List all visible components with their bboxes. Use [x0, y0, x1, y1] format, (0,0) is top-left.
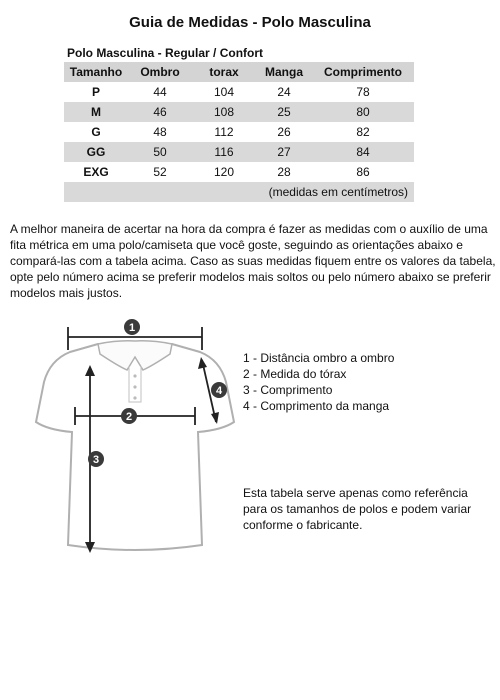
size-table	[64, 62, 414, 202]
comprimento-cell: 86	[356, 165, 370, 179]
footnote-row	[64, 182, 414, 202]
table-header-row	[64, 62, 414, 82]
comprimento-cell: 84	[312, 142, 414, 162]
marker-3	[88, 451, 104, 467]
marker-3-label: 3	[92, 454, 100, 466]
size-table-section	[64, 44, 414, 202]
manga-cell: 26	[277, 125, 291, 139]
manga-cell: 27	[256, 142, 312, 162]
marker-2	[121, 408, 137, 424]
size-cell: P	[91, 85, 100, 99]
ombro-cell: 48	[153, 125, 167, 139]
torax-cell: 104	[213, 85, 235, 99]
measurement-legend	[243, 350, 394, 414]
table-row	[64, 102, 414, 122]
torax-cell: 112	[214, 125, 234, 139]
header-ombro: Ombro	[128, 62, 192, 82]
comprimento-cell: 82	[356, 125, 370, 139]
manga-cell: 24	[277, 85, 291, 99]
comprimento-cell: 80	[312, 102, 414, 122]
header-comprimento: Comprimento	[312, 62, 414, 82]
measuring-instructions: A melhor maneira de acertar na hora da compra é fazer as medidas com o auxílio de uma fita métrica em uma polo/camiseta que você goste, seguindo as orientações abaixo e compará-las com a tabela acima. Caso as suas medidas fiquem entre os valores da tabela, opte pelo número acima se preferir modelos mais soltos ou pelo número abaixo se preferir modelos mais justos.	[10, 222, 496, 300]
header-manga: Manga	[256, 62, 312, 82]
page-title: Guia de Medidas - Polo Masculina	[129, 14, 371, 31]
legend-item: 4 - Comprimento da manga	[243, 399, 390, 413]
reference-note: Esta tabela serve apenas como referência para os tamanhos de polos e podem variar conforme o fabricante.	[243, 486, 472, 532]
legend-item: 1 - Distância ombro a ombro	[243, 351, 395, 365]
table-row	[64, 82, 414, 102]
torax-cell: 116	[192, 142, 256, 162]
marker-4-label: 4	[215, 385, 223, 397]
marker-1	[124, 319, 140, 335]
marker-4	[211, 382, 227, 398]
ombro-cell: 52	[153, 165, 167, 179]
table-row	[64, 122, 414, 142]
size-cell: GG	[64, 142, 128, 162]
button-dot	[133, 385, 136, 388]
manga-cell: 25	[256, 102, 312, 122]
ombro-cell: 44	[153, 85, 167, 99]
table-caption: Polo Masculina - Regular / Confort	[67, 46, 264, 60]
size-cell: G	[91, 125, 101, 139]
header-torax: torax	[192, 62, 256, 82]
button-dot	[133, 374, 136, 377]
ombro-cell: 46	[128, 102, 192, 122]
size-cell: M	[64, 102, 128, 122]
button-dot	[133, 396, 136, 399]
marker-2-label: 2	[125, 411, 133, 423]
units-footnote: (medidas em centímetros)	[64, 182, 414, 202]
legend-item: 3 - Comprimento	[243, 383, 333, 397]
marker-1-label: 1	[128, 322, 136, 334]
comprimento-cell: 78	[356, 85, 370, 99]
legend-item: 2 - Medida do tórax	[243, 367, 347, 381]
table-row	[64, 142, 414, 162]
polo-shirt-illustration	[30, 310, 245, 570]
header-tamanho: Tamanho	[64, 62, 128, 82]
size-cell: EXG	[83, 165, 109, 179]
manga-cell: 28	[277, 165, 291, 179]
torax-cell: 108	[192, 102, 256, 122]
ombro-cell: 50	[128, 142, 192, 162]
table-row	[64, 162, 414, 182]
torax-cell: 120	[213, 165, 235, 179]
